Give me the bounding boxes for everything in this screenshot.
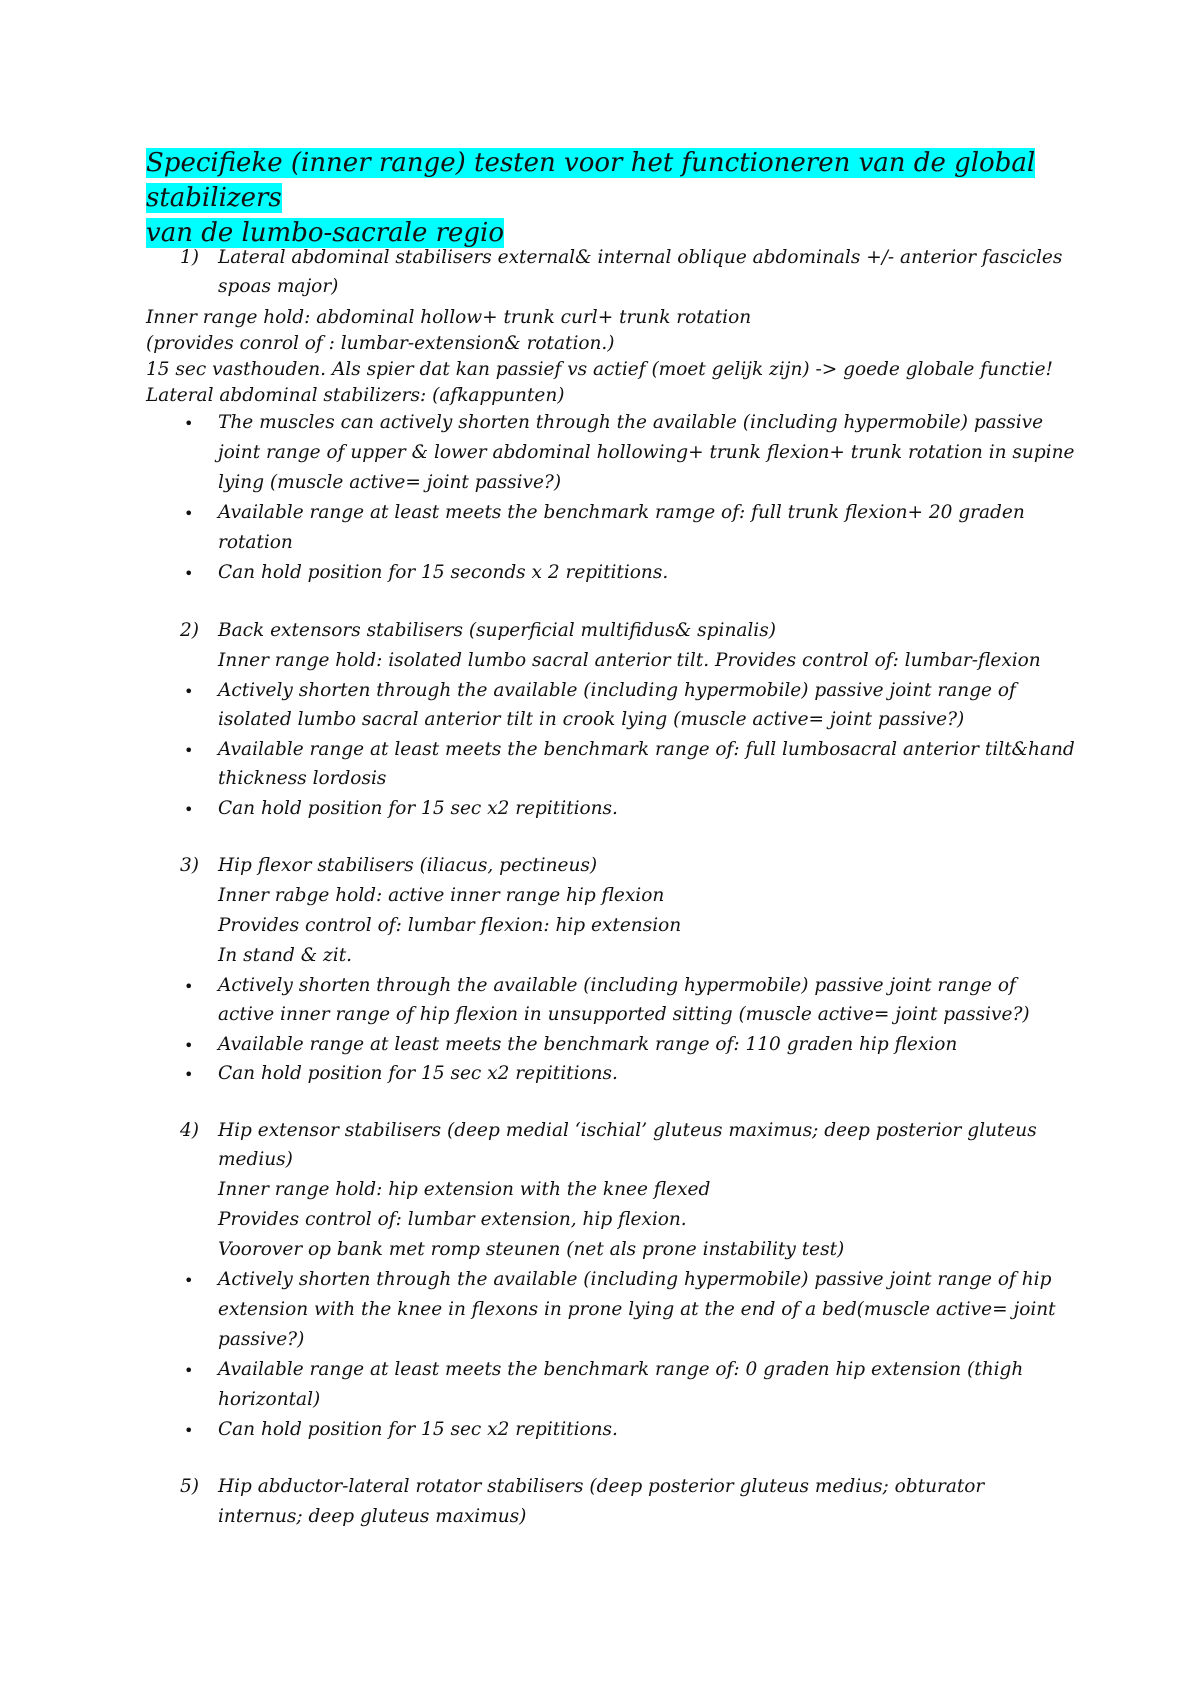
bullet-marker: •	[184, 682, 194, 701]
bullet-text: Available range at least meets the benchmark range of: 0 graden hip extension (thigh	[218, 1359, 1024, 1380]
bullet-text: passive?)	[218, 1329, 305, 1350]
body-line: Voorover op bank met romp steunen (net als prone instability test)	[218, 1239, 845, 1260]
bullet-text: Actively shorten through the available (including hypermobile) passive joint range of	[218, 975, 1016, 996]
bullet-text: Actively shorten through the available (including hypermobile) passive joint range of hip	[218, 1269, 1052, 1290]
section-heading: Hip abductor-lateral rotator stabilisers (deep posterior gluteus medius; obturator	[218, 1476, 985, 1497]
section-number: 1)	[180, 247, 199, 268]
section-heading-cont: internus; deep gluteus maximus)	[218, 1506, 527, 1527]
section-number: 4)	[180, 1120, 199, 1141]
bullet-marker: •	[184, 741, 194, 760]
section-heading-cont: medius)	[218, 1149, 293, 1170]
bullet-marker: •	[184, 1065, 194, 1084]
bullet-text: Can hold position for 15 sec x2 repititions.	[218, 798, 618, 819]
bullet-text: Can hold position for 15 sec x2 repititions.	[218, 1419, 618, 1440]
title-line-1: Specifieke (inner range) testen voor het functioneren van de global stabilizers	[146, 148, 1036, 213]
bullet-marker: •	[184, 1421, 194, 1440]
section-heading: Hip flexor stabilisers (iliacus, pectineus)	[218, 855, 598, 876]
bullet-text: lying (muscle active= joint passive?)	[218, 472, 562, 493]
bullet-text: active inner range of hip flexion in unsupported sitting (muscle active= joint passive?)	[218, 1004, 1030, 1025]
bullet-text: Actively shorten through the available (including hypermobile) passive joint range of	[218, 680, 1016, 701]
body-line: In stand & zit.	[218, 945, 353, 966]
body-line: Inner range hold: isolated lumbo sacral anterior tilt. Provides control of: lumbar-flexion	[218, 650, 1041, 671]
bullet-text: The muscles can actively shorten through the available (including hypermobile) passive	[218, 412, 1044, 433]
bullet-text: Available range at least meets the benchmark range of: 110 graden hip flexion	[218, 1034, 958, 1055]
body-line: 15 sec vasthouden. Als spier dat kan passief vs actief (moet gelijk zijn) -> goede globale functie!	[146, 359, 1053, 380]
bullet-text: Can hold position for 15 seconds x 2 repititions.	[218, 562, 669, 583]
bullet-marker: •	[184, 977, 194, 996]
bullet-marker: •	[184, 504, 194, 523]
bullet-text: isolated lumbo sacral anterior tilt in crook lying (muscle active= joint passive?)	[218, 709, 965, 730]
title-line-2: van de lumbo-sacrale regio	[146, 218, 505, 248]
body-line: Inner rabge hold: active inner range hip flexion	[218, 885, 665, 906]
bullet-marker: •	[184, 1361, 194, 1380]
body-line: (provides conrol of : lumbar-extension& rotation.)	[146, 333, 615, 354]
body-line: Provides control of: lumbar extension, hip flexion.	[218, 1209, 687, 1230]
section-number: 2)	[180, 620, 199, 641]
bullet-text: extension with the knee in flexons in prone lying at the end of a bed(muscle active= joint	[218, 1299, 1056, 1320]
bullet-text: Available range at least meets the benchmark range of: full lumbosacral anterior tilt&hand	[218, 739, 1075, 760]
bullet-marker: •	[184, 564, 194, 583]
body-line: Provides control of: lumbar flexion: hip extension	[218, 915, 682, 936]
bullet-text: joint range of upper & lower abdominal hollowing+ trunk flexion+ trunk rotation in supine	[218, 442, 1075, 463]
section-heading: Back extensors stabilisers (superficial multifidus& spinalis)	[218, 620, 776, 641]
section-heading: Lateral abdominal stabilisers external& internal oblique abdominals +/- anterior fascicles	[218, 247, 1063, 268]
section-heading-cont: spoas major)	[218, 276, 339, 297]
bullet-text: Available range at least meets the benchmark ramge of: full trunk flexion+ 20 graden	[218, 502, 1025, 523]
section-heading: Hip extensor stabilisers (deep medial ‘ischial’ gluteus maximus; deep posterior gluteus	[218, 1120, 1037, 1141]
bullet-marker: •	[184, 800, 194, 819]
body-line: Lateral abdominal stabilizers: (afkappunten)	[146, 385, 565, 406]
section-number: 3)	[180, 855, 199, 876]
bullet-marker: •	[184, 414, 194, 433]
body-line: Inner range hold: abdominal hollow+ trunk curl+ trunk rotation	[146, 307, 752, 328]
bullet-marker: •	[184, 1271, 194, 1290]
document-title	[146, 146, 1066, 251]
bullet-text: rotation	[218, 532, 293, 553]
bullet-text: Can hold position for 15 sec x2 repititions.	[218, 1063, 618, 1084]
section-number: 5)	[180, 1476, 199, 1497]
bullet-text: horizontal)	[218, 1389, 321, 1410]
bullet-text: thickness lordosis	[218, 768, 387, 789]
bullet-marker: •	[184, 1036, 194, 1055]
body-line: Inner range hold: hip extension with the knee flexed	[218, 1179, 711, 1200]
